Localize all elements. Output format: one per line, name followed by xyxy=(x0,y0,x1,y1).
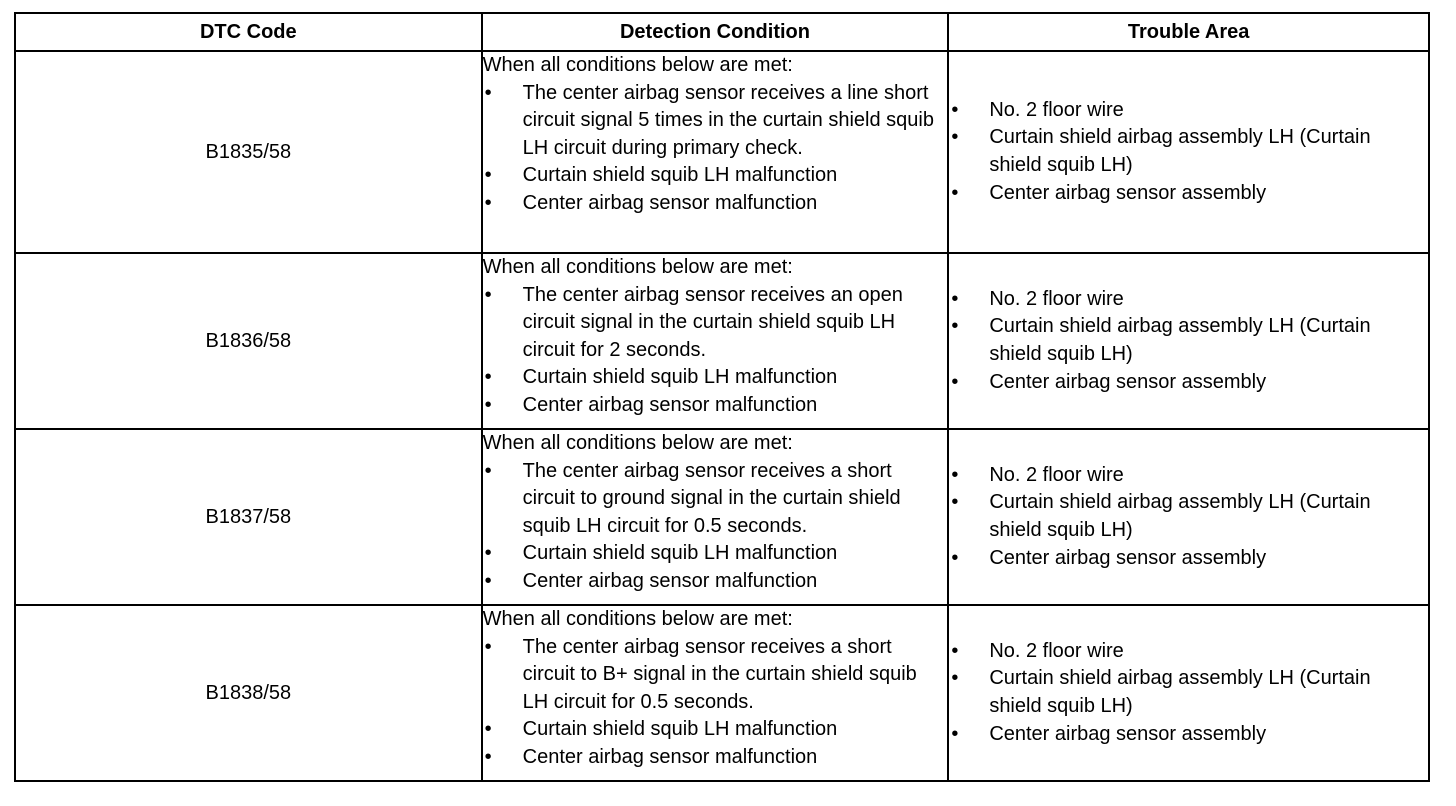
condition-intro: When all conditions below are met: xyxy=(482,54,793,76)
condition-item: • Curtain shield squib LH malfunction xyxy=(483,540,948,568)
detection-condition-cell xyxy=(482,51,949,253)
detection-condition-cell xyxy=(482,429,949,605)
trouble-area-item: • No. 2 floor wire xyxy=(949,286,1428,314)
trouble-area-list xyxy=(949,638,1428,748)
trouble-area-item: • Center airbag sensor assembly xyxy=(949,545,1428,573)
condition-item: • Curtain shield squib LH malfunction xyxy=(483,162,948,190)
table-row xyxy=(15,429,1429,605)
dtc-code-cell: B1838/58 xyxy=(15,605,482,781)
condition-item: • The center airbag sensor receives an open circuit signal in the curtain shield squib LH circuit for 2 seconds. xyxy=(483,282,948,365)
trouble-area-cell xyxy=(948,51,1429,253)
condition-list xyxy=(483,80,948,218)
dtc-code-cell: B1836/58 xyxy=(15,253,482,429)
condition-intro: When all conditions below are met: xyxy=(482,608,793,630)
condition-item: • Center airbag sensor malfunction xyxy=(483,568,948,596)
trouble-area-item: • Curtain shield airbag assembly LH (Curtain shield squib LH) xyxy=(949,313,1428,368)
trouble-area-item: • Curtain shield airbag assembly LH (Curtain shield squib LH) xyxy=(949,489,1428,544)
trouble-area-list xyxy=(949,97,1428,207)
detection-condition-cell xyxy=(482,605,949,781)
trouble-area-item: • No. 2 floor wire xyxy=(949,462,1428,490)
condition-item: • Curtain shield squib LH malfunction xyxy=(483,364,948,392)
condition-item: • Center airbag sensor malfunction xyxy=(483,190,948,218)
condition-item: • Curtain shield squib LH malfunction xyxy=(483,716,948,744)
dtc-code-cell: B1837/58 xyxy=(15,429,482,605)
condition-item: • The center airbag sensor receives a short circuit to ground signal in the curtain shield squib LH circuit for 0.5 seconds. xyxy=(483,458,948,541)
condition-intro: When all conditions below are met: xyxy=(482,432,793,454)
trouble-area-cell xyxy=(948,253,1429,429)
table-row xyxy=(15,253,1429,429)
table-header xyxy=(15,13,1429,51)
table-row xyxy=(15,51,1429,253)
trouble-area-item: • Curtain shield airbag assembly LH (Curtain shield squib LH) xyxy=(949,124,1428,179)
header-row xyxy=(15,13,1429,51)
condition-list xyxy=(483,458,948,596)
trouble-area-item: • Curtain shield airbag assembly LH (Curtain shield squib LH) xyxy=(949,665,1428,720)
condition-item: • Center airbag sensor malfunction xyxy=(483,744,948,772)
detection-condition-cell xyxy=(482,253,949,429)
condition-list xyxy=(483,634,948,772)
trouble-area-item: • No. 2 floor wire xyxy=(949,97,1428,125)
trouble-area-list xyxy=(949,286,1428,396)
dtc-table xyxy=(14,12,1430,782)
condition-item: • The center airbag sensor receives a line short circuit signal 5 times in the curtain shield squib LH circuit during primary check. xyxy=(483,80,948,163)
trouble-area-item: • No. 2 floor wire xyxy=(949,638,1428,666)
table-body xyxy=(15,51,1429,781)
condition-list xyxy=(483,282,948,420)
dtc-code-cell: B1835/58 xyxy=(15,51,482,253)
trouble-area-cell xyxy=(948,605,1429,781)
condition-item: • The center airbag sensor receives a short circuit to B+ signal in the curtain shield squib LH circuit for 0.5 seconds. xyxy=(483,634,948,717)
condition-intro: When all conditions below are met: xyxy=(482,256,793,278)
trouble-area-item: • Center airbag sensor assembly xyxy=(949,180,1428,208)
trouble-area-list xyxy=(949,462,1428,572)
trouble-area-cell xyxy=(948,429,1429,605)
trouble-area-item: • Center airbag sensor assembly xyxy=(949,369,1428,397)
trouble-area-item: • Center airbag sensor assembly xyxy=(949,721,1428,749)
table-row xyxy=(15,605,1429,781)
header-detection-condition: Detection Condition xyxy=(482,13,949,51)
header-trouble-area: Trouble Area xyxy=(948,13,1429,51)
header-dtc-code: DTC Code xyxy=(15,13,482,51)
condition-item: • Center airbag sensor malfunction xyxy=(483,392,948,420)
